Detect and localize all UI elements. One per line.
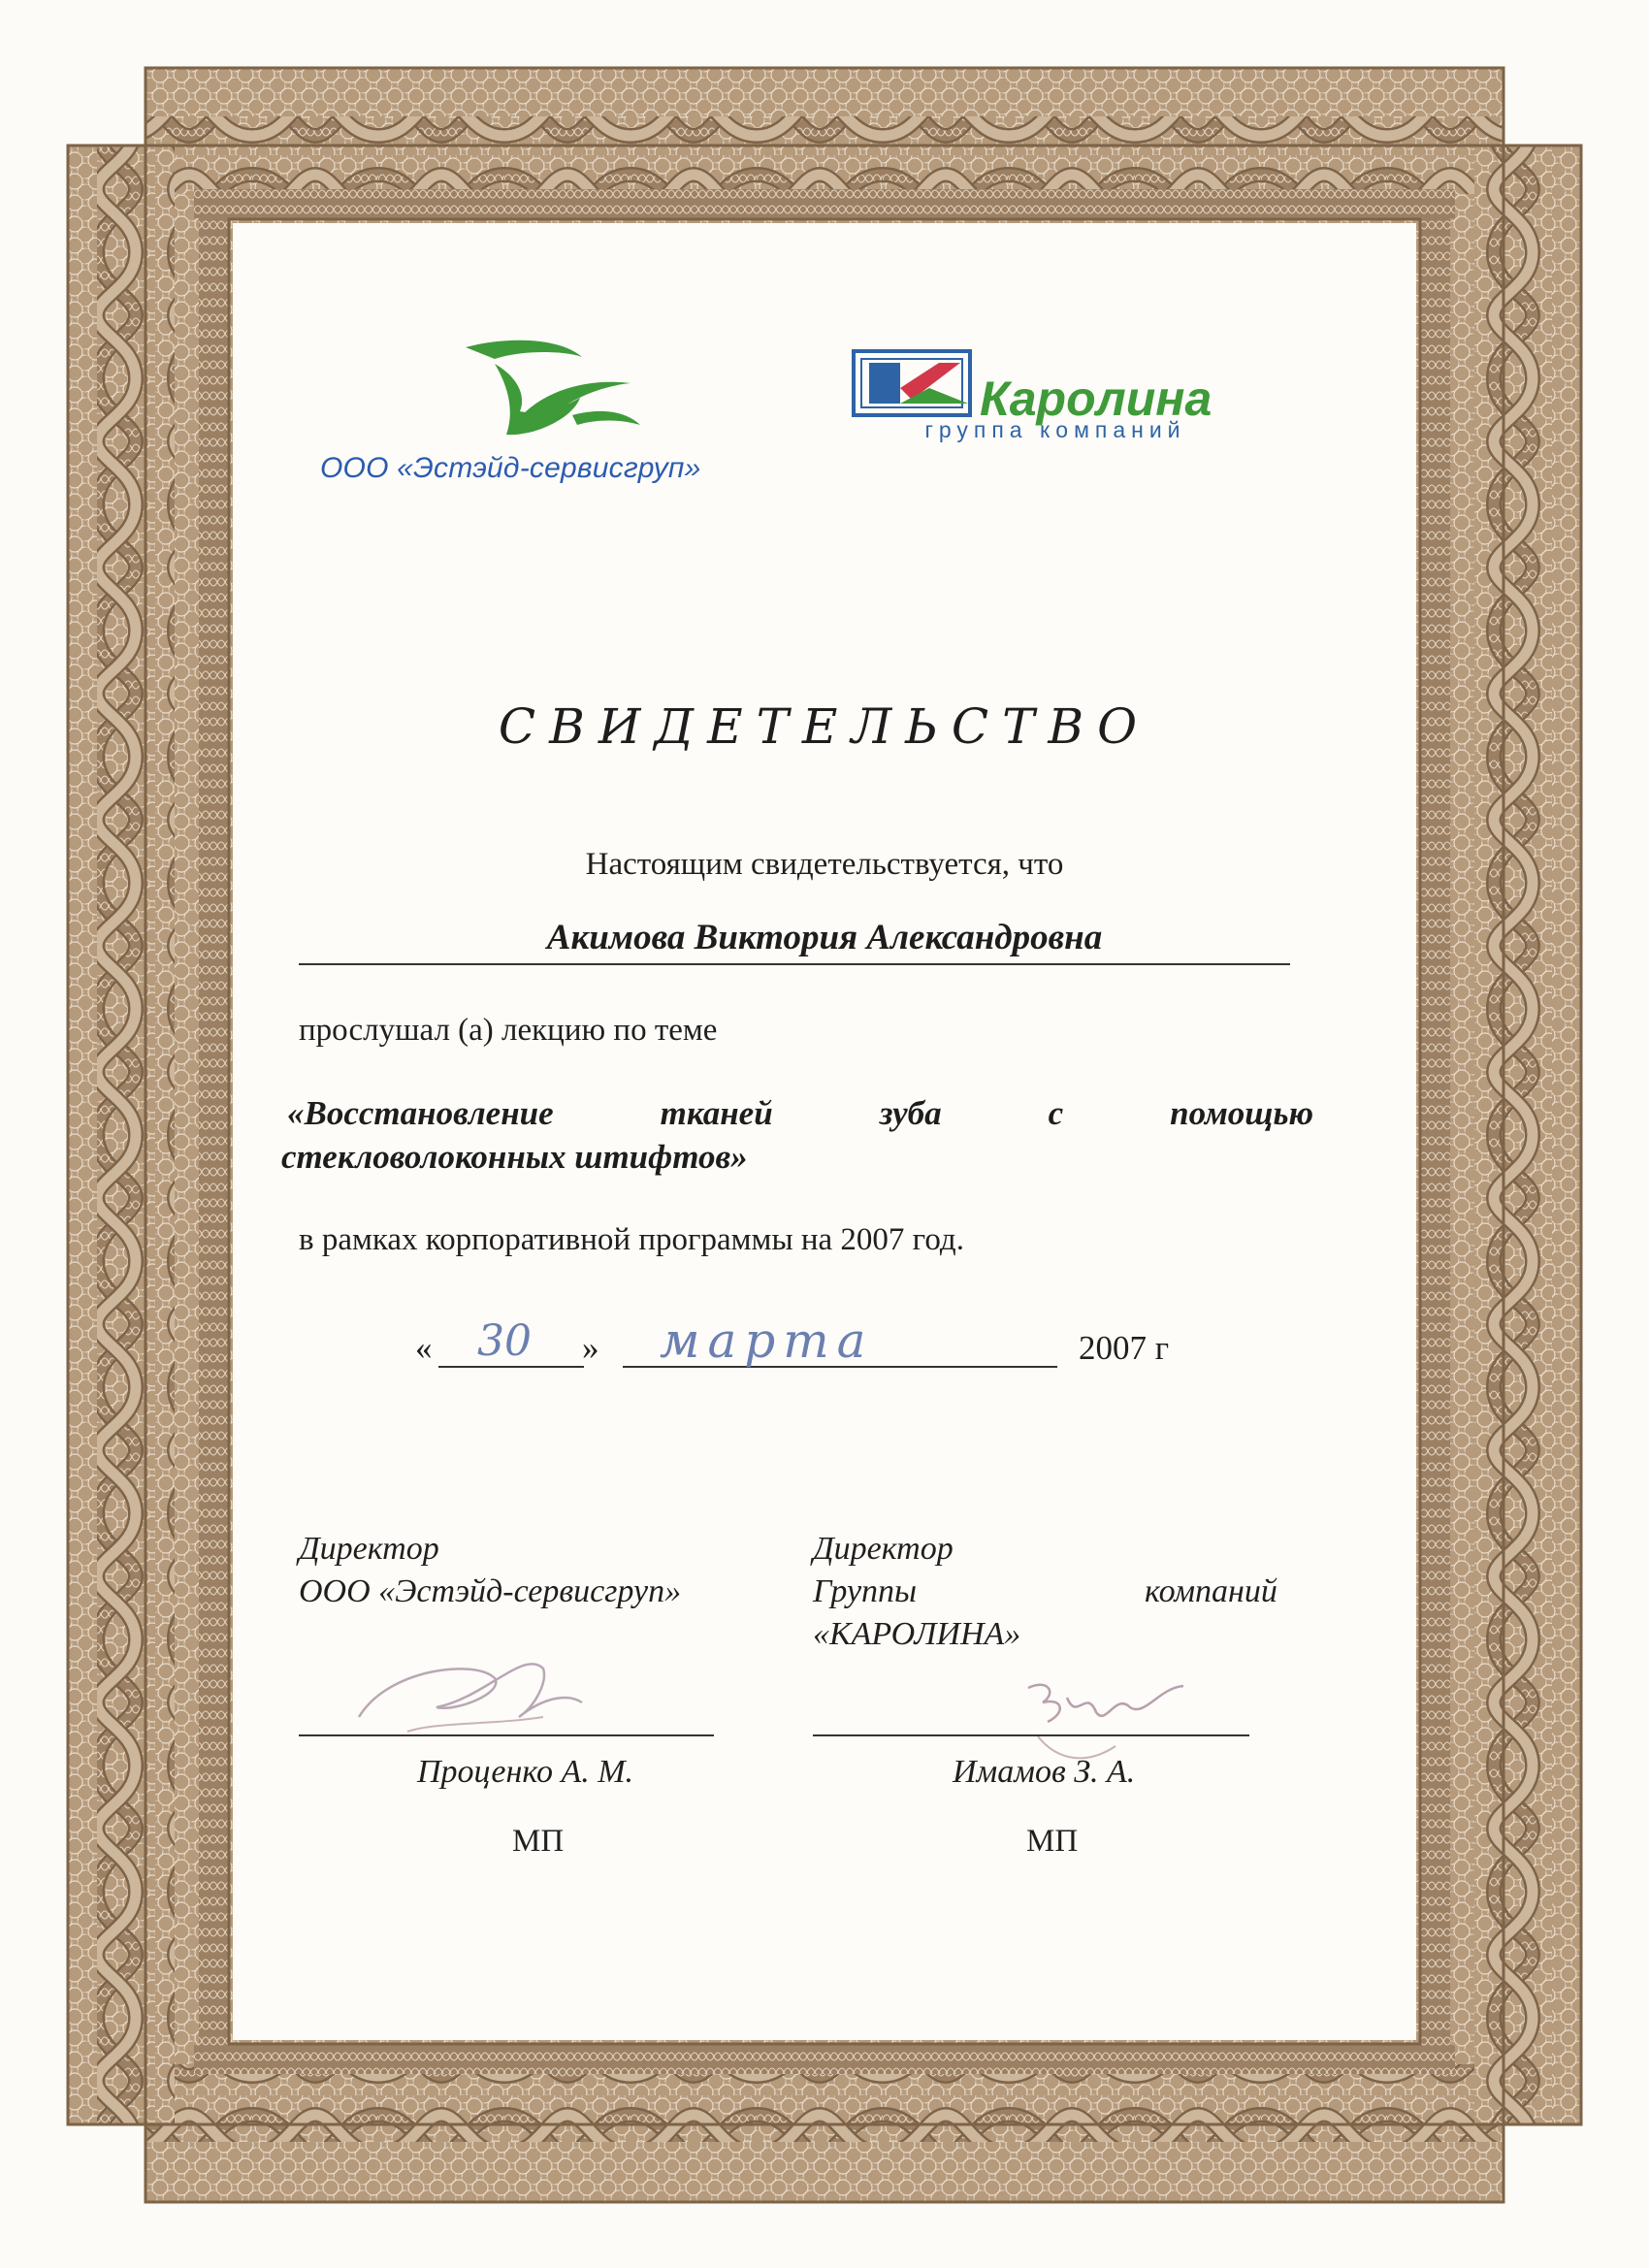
left-signatory-name: Проценко А. М. [417, 1754, 634, 1790]
lecture-text: прослушал (а) лекцию по теме [299, 1013, 718, 1048]
date-month-handwritten: марта [660, 1312, 874, 1369]
topic-line-2: стекловолоконных штифтов» [281, 1138, 748, 1176]
topic-line-1: «Восстановление тканей зуба с помощью [287, 1094, 1313, 1132]
karolina-emblem-icon [852, 349, 978, 419]
right-signatory-companies: компаний [1145, 1573, 1277, 1609]
date-close-quote: » [582, 1329, 599, 1367]
karolina-logo [852, 349, 1278, 466]
date-day-handwritten: 30 [477, 1316, 532, 1366]
date-open-quote: « [415, 1329, 433, 1367]
intro-text: Настоящим свидетельствуется, что [585, 847, 1064, 882]
esteid-logo [320, 330, 776, 495]
program-text: в рамках корпоративной программы на 2007 год. [299, 1222, 964, 1257]
left-stamp-label: МП [512, 1824, 565, 1859]
right-signature-line [813, 1734, 1249, 1736]
left-signatory-title: Директор [299, 1531, 439, 1567]
karolina-brand: Каролина [980, 372, 1212, 426]
right-signatory-title: Директор [813, 1531, 954, 1567]
esteid-emblem-icon [456, 330, 650, 446]
left-signatory-company: ООО «Эстэйд-сервисгруп» [299, 1573, 682, 1609]
left-signature-drawing [349, 1639, 621, 1746]
person-name: Акимова Виктория Александровна [546, 918, 1103, 957]
date-year: 2007 г [1079, 1329, 1170, 1367]
right-stamp-label: МП [1026, 1824, 1079, 1859]
left-signature-line [299, 1734, 714, 1736]
right-signatory-brand: «КАРОЛИНА» [813, 1616, 1021, 1652]
name-underline [299, 963, 1290, 965]
certificate-title: СВИДЕТЕЛЬСТВО [498, 698, 1151, 755]
right-signatory-group: Группы [813, 1573, 918, 1609]
right-signatory-name: Имамов З. А. [953, 1754, 1136, 1790]
karolina-subtitle: группа компаний [924, 417, 1186, 442]
esteid-logo-name: ООО «Эстэйд-сервисгруп» [320, 452, 701, 484]
day-underline [438, 1366, 584, 1368]
